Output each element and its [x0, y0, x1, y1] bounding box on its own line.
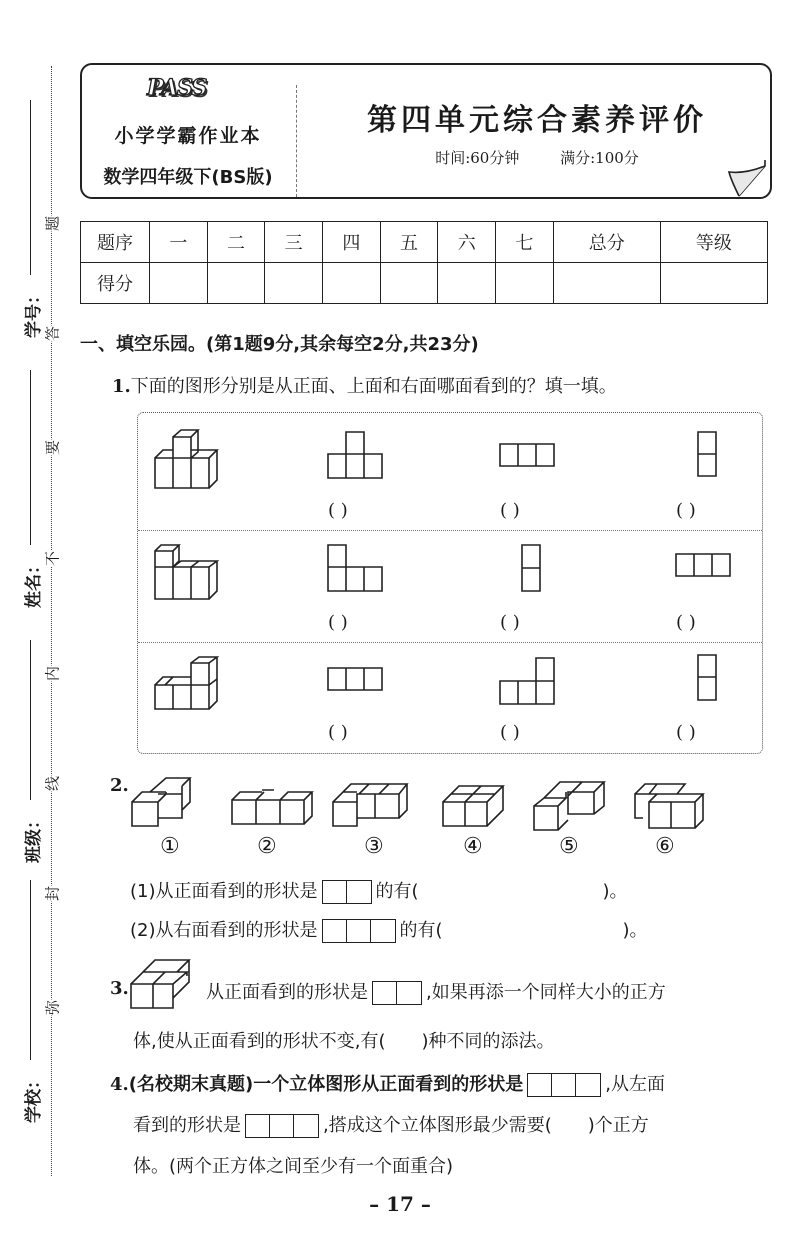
two-square-shape-icon — [322, 880, 372, 904]
two-square-shape-icon — [372, 981, 422, 1005]
table-header-cell: 六 — [438, 222, 496, 263]
cube-figure-icon — [155, 657, 235, 713]
brand-name: 小学学霸作业本 — [114, 125, 262, 147]
question-text: (1)从正面看到的形状是 — [130, 881, 318, 902]
name-label: 姓名： — [24, 557, 44, 608]
seal-word: 答 — [43, 326, 62, 342]
cube-figure-icon — [155, 432, 235, 490]
question-text: (2)从右面看到的形状是 — [130, 920, 318, 941]
figure-label: ① — [160, 834, 180, 859]
answer-blank[interactable]: ( ) — [500, 500, 520, 521]
question-2-part-1 — [130, 877, 628, 904]
cube-figure-3-icon — [333, 788, 413, 832]
question-text: (名校期末真题)一个立体图形从正面看到的形状是 — [128, 1074, 524, 1095]
cube-figure-1-icon — [132, 778, 212, 828]
student-id-label: 学号： — [24, 287, 44, 338]
question-3 — [110, 978, 129, 999]
answer-blank[interactable]: ( ) — [328, 722, 348, 743]
table-header-cell: 等级 — [660, 222, 767, 263]
figure-label: ③ — [364, 834, 384, 859]
question-number: 4. — [110, 1074, 129, 1095]
cube-figure-2-icon — [232, 790, 312, 830]
seal-word: 封 — [43, 886, 62, 902]
question-text: 下面的图形分别是从正面、上面和右面哪面看到的？填一填。 — [130, 376, 617, 397]
question-text: ,搭成这个立体图形最少需要( )个正方 — [323, 1115, 649, 1136]
question-2 — [110, 775, 129, 796]
answer-blank[interactable]: ( ) — [500, 612, 520, 633]
seal-word: 弥 — [43, 1000, 62, 1016]
score-cell[interactable] — [496, 263, 554, 304]
seal-word: 线 — [43, 776, 62, 792]
seal-word: 题 — [43, 216, 62, 232]
score-cell[interactable] — [265, 263, 323, 304]
student-id-field[interactable] — [30, 100, 31, 275]
question-text: 的有( — [375, 881, 419, 902]
seal-word: 内 — [43, 666, 62, 682]
score-cell[interactable] — [553, 263, 660, 304]
answer-blank[interactable]: ( ) — [500, 722, 520, 743]
cube-figure-icon — [131, 958, 211, 1010]
question-4-line-2 — [133, 1111, 649, 1138]
question-text: ,从左面 — [605, 1074, 665, 1095]
table-row — [81, 263, 768, 304]
three-square-shape-icon — [527, 1073, 601, 1097]
page-number: – 17 – — [369, 1192, 431, 1216]
question-text: 的有( — [399, 920, 443, 941]
section-title: 一、填空乐园。(第1题9分,其余每空2分,共23分) — [80, 334, 479, 355]
table-header-cell: 三 — [265, 222, 323, 263]
score-cell[interactable] — [438, 263, 496, 304]
question-text: 从正面看到的形状是 — [206, 982, 368, 1003]
page-curl-icon — [727, 160, 767, 196]
name-field[interactable] — [30, 370, 31, 545]
score-cell[interactable] — [150, 263, 208, 304]
right-view-icon — [697, 432, 721, 480]
table-header-cell: 五 — [380, 222, 438, 263]
answer-blank[interactable]: ( ) — [328, 500, 348, 521]
question-text: )。 — [622, 920, 648, 941]
question-number: 1. — [112, 376, 131, 397]
cube-figure-4-icon — [443, 788, 507, 832]
question-4-line-3: 体。(两个正方体之间至少有一个面重合) — [133, 1156, 454, 1177]
question-2-part-2 — [130, 916, 648, 943]
card-divider — [296, 85, 297, 197]
question-text: 看到的形状是 — [133, 1115, 241, 1136]
row-divider — [138, 642, 762, 643]
seal-word: 要 — [43, 440, 62, 456]
question-text: )。 — [602, 881, 628, 902]
subject-label: 数学四年级下(BS版) — [103, 167, 273, 188]
score-cell[interactable] — [207, 263, 265, 304]
three-square-shape-icon — [322, 919, 396, 943]
figure-label: ④ — [463, 834, 483, 859]
figure-label: ② — [257, 834, 277, 859]
table-row-label: 得分 — [81, 263, 150, 304]
front-view-icon — [328, 668, 388, 694]
three-square-shape-icon — [245, 1114, 319, 1138]
header-card — [80, 63, 772, 199]
score-table — [80, 221, 768, 304]
cube-figure-5-icon — [534, 778, 614, 830]
score-cell[interactable] — [660, 263, 767, 304]
class-field[interactable] — [30, 640, 31, 800]
top-view-icon — [500, 444, 560, 470]
front-view-icon — [328, 545, 388, 595]
question-text: ,如果再添一个同样大小的正方 — [426, 982, 666, 1003]
row-divider — [138, 530, 762, 531]
question-number: 2. — [110, 775, 129, 796]
right-view-icon — [676, 554, 736, 580]
question-4 — [110, 1070, 665, 1097]
answer-blank[interactable]: ( ) — [328, 612, 348, 633]
exam-meta — [302, 147, 772, 168]
question-3-line-1 — [206, 978, 666, 1005]
cube-figure-6-icon — [635, 788, 715, 832]
table-header-cell: 七 — [496, 222, 554, 263]
table-header-cell: 一 — [150, 222, 208, 263]
pass-logo: PASS — [147, 75, 207, 101]
school-field[interactable] — [30, 880, 31, 1060]
figure-label: ⑤ — [559, 834, 579, 859]
question-number: 3. — [110, 978, 129, 999]
class-label: 班级： — [24, 812, 44, 863]
table-header-cell: 四 — [323, 222, 381, 263]
table-header-cell: 题序 — [81, 222, 150, 263]
page-title: 第四单元综合素养评价 — [367, 103, 707, 138]
score-cell[interactable] — [323, 263, 381, 304]
top-view-icon — [521, 545, 545, 593]
cube-figure-icon — [155, 545, 235, 605]
figure-label: ⑥ — [655, 834, 675, 859]
answer-blank[interactable]: ( ) — [676, 722, 696, 743]
score-cell[interactable] — [380, 263, 438, 304]
question-3-line-2: 体,使从正面看到的形状不变,有( )种不同的添法。 — [133, 1031, 555, 1052]
time-limit: 时间:60分钟 — [435, 149, 520, 167]
school-label: 学校： — [24, 1072, 44, 1123]
table-header-cell: 二 — [207, 222, 265, 263]
full-score: 满分:100分 — [560, 149, 639, 167]
top-view-icon — [500, 658, 560, 708]
table-header-cell: 总分 — [553, 222, 660, 263]
question-1 — [112, 372, 617, 398]
table-row — [81, 222, 768, 263]
seal-word: 不 — [43, 551, 62, 567]
front-view-icon — [328, 432, 388, 480]
answer-blank[interactable]: ( ) — [676, 612, 696, 633]
right-view-icon — [697, 655, 721, 703]
answer-blank[interactable]: ( ) — [676, 500, 696, 521]
